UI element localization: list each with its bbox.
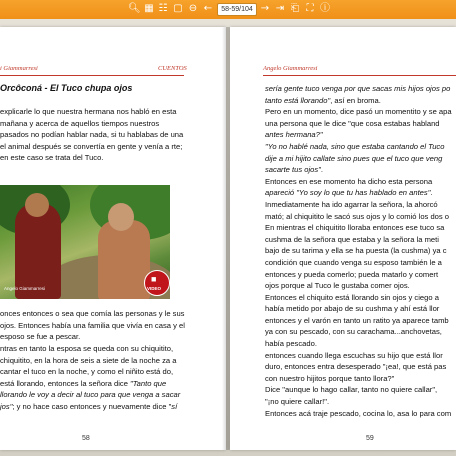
right-line: "Yo no hablé nada, sino que estaba cantando el Tuco <box>265 141 445 151</box>
right-line: entonces y pueda comerlo; pueda matarlo y comert <box>265 269 439 279</box>
right-line: apareció "Yo soy lo que tu has hablado en antes". <box>265 188 433 198</box>
right-line: cushma de la señora que estaba y la señora la meti <box>265 234 439 244</box>
share-icon[interactable]: ⎗ <box>291 3 299 14</box>
video-label: VIDEO <box>147 286 162 291</box>
right-line: duro, entonces entra desesperado "¡ea!, que está pas <box>265 362 447 372</box>
right-line: ojos porque al Tuco le gustaba comer ojos. <box>265 281 410 291</box>
right-line: Entonces el chiquito está llorando sin ojos y ciego a <box>265 292 439 302</box>
fullscreen-icon[interactable]: ⛶ <box>306 3 314 14</box>
fit-page-icon[interactable]: ▢ <box>173 3 183 14</box>
video-thumbnail[interactable] <box>0 185 170 299</box>
right-line: con nuestro hijitos porque tanto llora?" <box>265 373 395 383</box>
zoom-in-icon[interactable]: 🔍︎ <box>128 3 141 14</box>
left-paragraph-2: onces entonces o sea que comía las personas y le sus ojos. Entonces había una familia que vivía en casa y el esposo se fue a pescar. <box>0 309 185 342</box>
thumbnails-icon[interactable]: ☷ <box>158 3 168 14</box>
right-page-header-author: Angelo Giammarresi <box>263 65 318 72</box>
right-line: entonces cuando llega escuchas su hijo que está llor <box>265 350 443 360</box>
zoom-out-icon[interactable]: ⊖ <box>188 3 198 14</box>
left-page-header-section: CUENTOS <box>158 65 187 72</box>
video-play-badge[interactable] <box>144 270 170 296</box>
right-line: Pero en un momento, dice pasó un momentito y se apa <box>265 107 452 117</box>
page-indicator[interactable]: 58-59/104 <box>217 3 257 16</box>
right-line: condición que cuando venga su esposo también le a <box>265 257 442 267</box>
right-line: había metido por abajo de su cushma y ahí está llor <box>265 304 440 314</box>
right-line: una persona que le dice "que cosa estabas habland <box>265 118 440 128</box>
woman-right-figure <box>98 220 150 299</box>
right-line: sería gente tuco venga por que sacas mis hijos ojos po <box>265 84 451 93</box>
right-line: mató; al chiquitito le sacó sus ojos y lo comió los dos o <box>265 211 450 221</box>
right-line: entonces y el varón en tanto un ratito ya aparece tamb <box>265 315 449 325</box>
right-line: bajo de su tarima y ella se ha puesta (la cushma) ya c <box>265 246 447 256</box>
right-page <box>230 27 456 450</box>
right-line: En mientras el chiquitito lloraba entonces ese tuco sa <box>265 223 445 233</box>
viewer-toolbar <box>0 0 456 20</box>
right-line: "¡no quiere callar!". <box>265 397 330 407</box>
story-title: Orcôconá - El Tuco chupa ojos <box>0 83 133 93</box>
left-page <box>0 27 226 450</box>
next-page-icon[interactable]: → <box>260 3 270 14</box>
left-header-rule <box>0 75 184 76</box>
left-paragraph-3: ntras en tanto la esposa se queda con su chiquitito, chiquitito, en la hora de seis a siete de la noche za a cantar el tuco en la noche, y como el niñito está do, está llorando, entonces la señora dice "Tanto que llorando le voy a decir al tuco para que venga a sacar jos"; y no hace caso entonces y nuevamente dice "sí <box>0 344 181 411</box>
photo-credit: Angelo Giammarresi <box>4 286 46 291</box>
right-line: antes hermana?" <box>265 130 323 140</box>
end-icon[interactable]: ⇥ <box>275 3 285 14</box>
right-line: Entonces en ese momento ha dicho esta persona <box>265 176 433 186</box>
clapperboard-icon: ■ <box>151 274 157 284</box>
right-header-rule <box>263 75 456 76</box>
prev-page-icon[interactable]: ← <box>203 3 213 14</box>
left-page-number: 58 <box>82 435 90 442</box>
grid-icon[interactable]: ▦ <box>144 3 154 14</box>
info-icon[interactable]: ⓘ <box>320 3 330 14</box>
right-line: Inmediatamente ha ido agarrar la señora, la ahorcó <box>265 199 438 209</box>
left-page-header-author: i Giammarresi <box>0 65 38 72</box>
right-body-text <box>265 83 456 419</box>
woman-left-figure <box>15 203 61 299</box>
right-line: dije a mi hijito callate sino pues que el tuco que veng <box>265 153 443 163</box>
right-line: había pescado. <box>265 339 317 349</box>
right-line: Entonces acá traje pescado, cocina lo, asa lo para com <box>265 408 452 418</box>
right-line: ya con su pescado, con su carachama...anchovetas, <box>265 327 442 337</box>
right-line: tanto está llorando", así en broma. <box>265 95 381 105</box>
right-line: Dice "aunque lo hago callar, tanto no quiere callar", <box>265 385 438 395</box>
right-page-number: 59 <box>366 435 374 442</box>
left-paragraph-1: explicarle lo que nuestra hermana nos habló en esta mañana y acerca de aquellos tiempos nuestros pasados no podían hablar nada, si tu hablabas de una el animal después se convertía en gente y venía a rte; en este caso se trata del Tuco. <box>0 107 184 163</box>
right-line: sacarte tus ojos". <box>265 165 324 175</box>
